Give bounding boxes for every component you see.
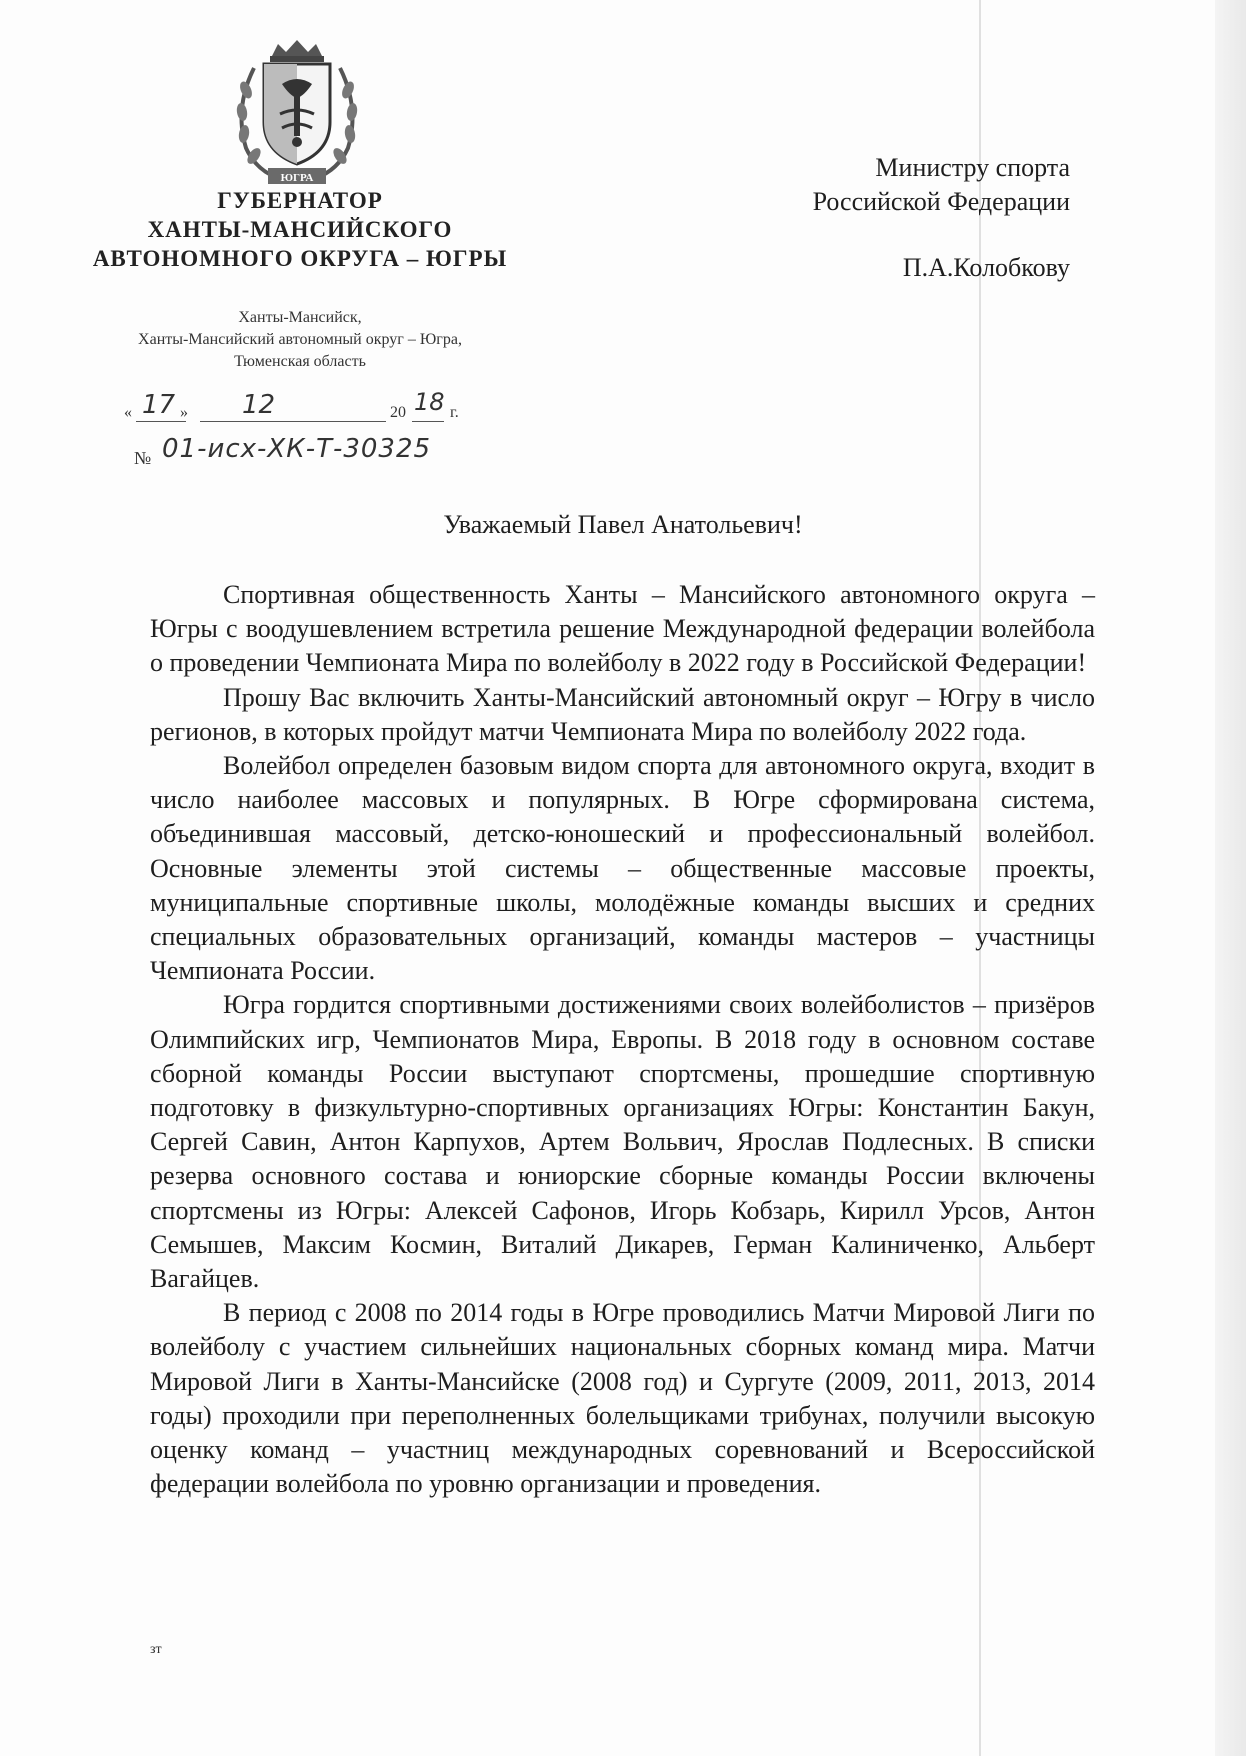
footer-executor-mark: зт bbox=[150, 1642, 162, 1657]
governor-title-line: ГУБЕРНАТОР bbox=[217, 188, 383, 213]
date-close-quote: » bbox=[180, 404, 188, 421]
date-day-underline bbox=[136, 421, 186, 422]
date-month-underline bbox=[200, 421, 386, 422]
reference-number bbox=[134, 436, 534, 470]
governor-title-line: АВТОНОМНОГО ОКРУГА – ЮГРЫ bbox=[92, 246, 508, 271]
date-month-handwritten: 12 bbox=[242, 390, 276, 420]
governor-title-line: ХАНТЫ-МАНСИЙСКОГО bbox=[147, 217, 453, 242]
body-paragraph: Прошу Вас включить Ханты-Мансийский автономный округ – Югру в число регионов, в которых пройдут матчи Чемпионата Мира по волейболу 2022 года. bbox=[150, 682, 1095, 746]
addressee-block bbox=[813, 151, 1070, 285]
date-century: 20 bbox=[390, 404, 406, 421]
body-paragraph: Спортивная общественность Ханты – Мансийского автономного округа – Югры с воодушевлением встретила решение Международной федерации волейбола о проведении Чемпионата Мира по волейболу в 2022 году в Российской Федерации! bbox=[150, 580, 1095, 678]
letter-date bbox=[124, 388, 484, 426]
address-line: Ханты-Мансийск, bbox=[238, 309, 362, 326]
body-paragraph: В период с 2008 по 2014 годы в Югре проводились Матчи Мировой Лиги по волейболу с участием сильнейших национальных сборных команд мира. Матчи Мировой Лиги в Ханты-Мансийске (2008 год) и Сургуте (2009, 2011, 2013, 2014 годы) проходили при переполненных болельщиками трибунах, получили высокую оценку команд – участниц международных соревнований и Всероссийской федерации волейбола по уровню организации и проведения. bbox=[150, 1298, 1095, 1499]
body-paragraph: Волейбол определен базовым видом спорта для автономного округа, входит в число наиболее массовых и популярных. В Югре сформирована система, объединившая массовый, детско-юношеский и профессиональный волейбол. Основные элементы этой системы – общественные массовые проекты, муниципальные спортивные школы, молодёжные команды высших и средних специальных образовательных организаций, команды мастеров – участницы Чемпионата России. bbox=[150, 751, 1095, 986]
coat-of-arms-emblem-icon bbox=[232, 38, 362, 188]
date-day-handwritten: 17 bbox=[142, 390, 176, 420]
address-line: Тюменская область bbox=[234, 353, 366, 370]
scan-edge-shadow bbox=[1215, 0, 1246, 1756]
date-open-quote: « bbox=[124, 404, 132, 421]
reference-number-handwritten: 01-исх-ХК-Т-30325 bbox=[162, 434, 432, 464]
address-line: Ханты-Мансийский автономный округ – Югра, bbox=[138, 331, 462, 348]
body-paragraph: Югра гордится спортивными достижениями своих волейболистов – призёров Олимпийских игр, Чемпионатов Мира, Европы. В 2018 году в основном составе сборной команды России выступают спортсмены, прошедшие спортивную подготовку в физкультурно-спортивных организациях Югры: Константин Бакун, Сергей Савин, Антон Карпухов, Артем Вольвич, Ярослав Подлесных. В списки резерва основного состава и юниорские сборные команды России включены спортсмены из Югры: Алексей Сафонов, Игорь Кобзарь, Кирилл Урсов, Антон Семышев, Максим Космин, Виталий Дикарев, Герман Калиниченко, Альберт Вагайцев. bbox=[150, 990, 1095, 1294]
reference-prefix: № bbox=[134, 448, 152, 468]
letter-body bbox=[150, 578, 1095, 1501]
governor-title bbox=[40, 186, 560, 273]
governor-address bbox=[40, 307, 560, 373]
salutation: Уважаемый Павел Анатольевич! bbox=[443, 510, 803, 539]
date-year-suffix: г. bbox=[450, 404, 459, 421]
date-year-handwritten: 18 bbox=[414, 388, 445, 416]
emblem-ribbon-text: ЮГРА bbox=[280, 172, 314, 184]
date-year-underline bbox=[412, 421, 444, 422]
addressee-line: Российской Федерации bbox=[812, 187, 1070, 216]
addressee-name: П.А.Колобкову bbox=[902, 253, 1070, 282]
addressee-line: Министру спорта bbox=[875, 153, 1070, 182]
